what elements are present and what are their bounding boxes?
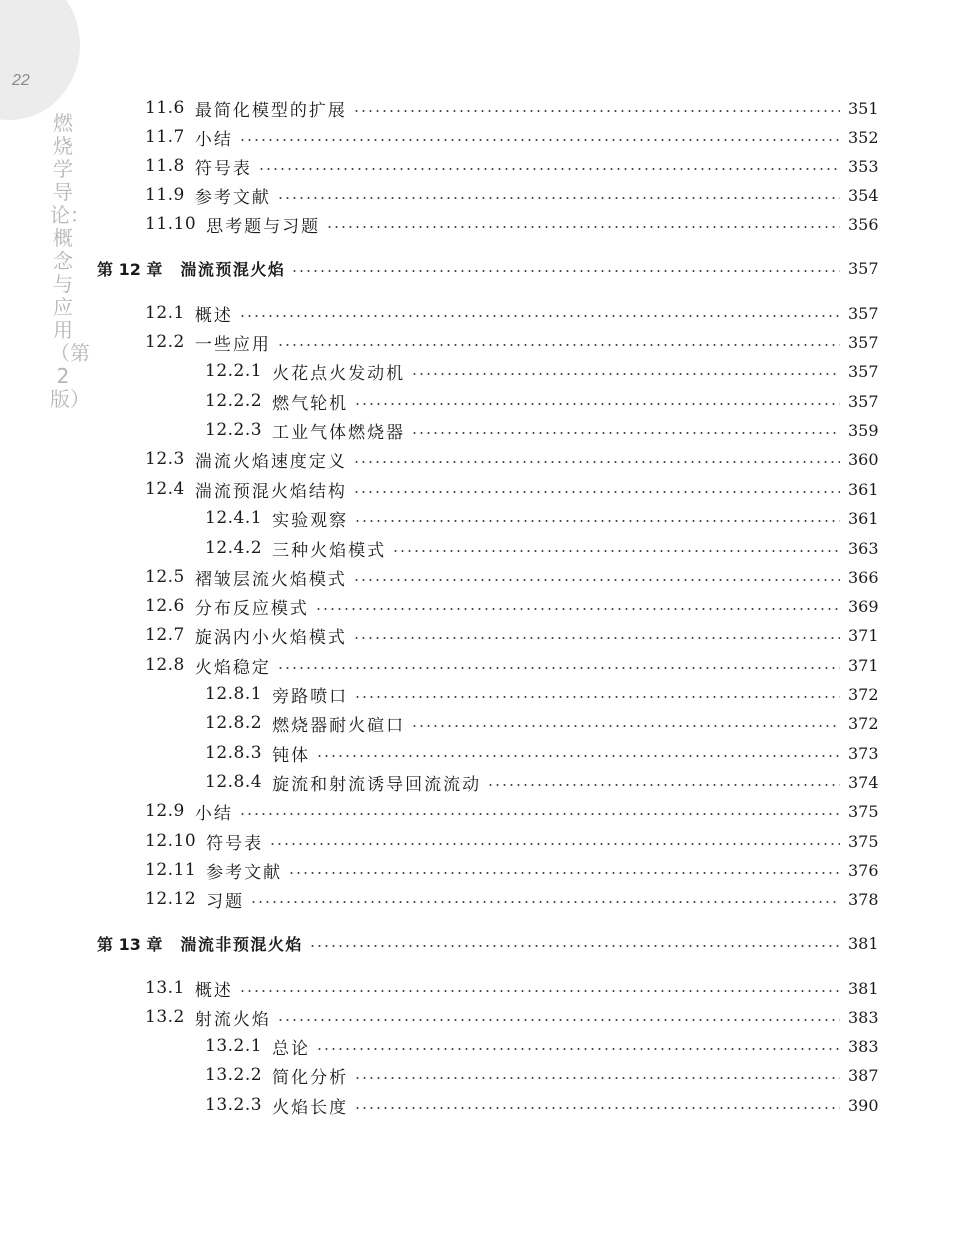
toc-entry-number: 12.1	[145, 303, 185, 323]
toc-entry-title: 火焰长度	[272, 1097, 349, 1118]
toc-entry-number: 11.7	[145, 127, 185, 147]
toc-entry-title: 实验观察	[272, 510, 349, 531]
toc-entry-page: 361	[848, 479, 879, 499]
toc-entry-page: 387	[848, 1065, 879, 1085]
toc-entry-number: 12.7	[145, 625, 185, 645]
dot-leader	[239, 315, 840, 317]
toc-entry-page: 375	[848, 831, 879, 851]
dot-leader	[239, 813, 840, 815]
toc-entry-page: 366	[848, 567, 879, 587]
toc-entry[interactable]	[145, 798, 878, 824]
toc-entry-page: 371	[848, 655, 879, 675]
toc-entry-page: 373	[848, 743, 879, 763]
toc-entry-number: 12.6	[145, 596, 185, 616]
toc-entry-title: 最简化模型的扩展	[194, 100, 347, 121]
toc-entry-number: 12.11	[145, 860, 197, 880]
toc-entry-title: 火焰稳定	[194, 657, 271, 678]
toc-entry-title: 总论	[272, 1038, 311, 1059]
toc-entry-title: 符号表	[194, 158, 252, 179]
toc-entry-number: 13.2.1	[205, 1036, 263, 1056]
dot-leader	[277, 197, 840, 199]
running-book-title: 燃烧学导论：概念与应用（第2版）	[50, 111, 90, 411]
toc-chapter-entry[interactable]	[97, 255, 878, 281]
toc-entry-title: 小结	[194, 803, 233, 824]
toc-entry-number: 12.9	[145, 801, 185, 821]
toc-entry[interactable]	[205, 535, 878, 561]
toc-entry[interactable]	[145, 564, 878, 590]
toc-entry[interactable]	[205, 1062, 878, 1088]
dot-leader	[277, 1019, 840, 1021]
toc-entry-title: 简化分析	[272, 1067, 349, 1088]
toc-entry-number: 12.8.2	[205, 713, 263, 733]
dot-leader	[288, 872, 840, 874]
toc-entry-number: 13.1	[145, 978, 185, 998]
toc-entry-title: 符号表	[206, 833, 264, 854]
toc-entry-page: 357	[848, 303, 879, 323]
toc-entry-title: 小结	[194, 129, 233, 150]
dot-leader	[250, 901, 840, 903]
page-number: 22	[12, 72, 30, 89]
toc-entry-title: 参考文献	[206, 862, 283, 883]
toc-entry[interactable]	[205, 681, 878, 707]
toc-entry-number: 11.8	[145, 156, 185, 176]
toc-entry-title: 旁路喷口	[272, 686, 349, 707]
toc-entry-title: 参考文献	[194, 187, 271, 208]
dot-leader	[269, 843, 840, 845]
toc-entry-title: 工业气体燃烧器	[272, 422, 406, 443]
toc-entry-page: 363	[848, 538, 879, 558]
toc-entry-page: 372	[848, 713, 879, 733]
toc-entry-page: 383	[848, 1007, 879, 1027]
toc-entry-page: 376	[848, 860, 879, 880]
dot-leader	[316, 1048, 840, 1050]
toc-entry[interactable]	[205, 417, 878, 443]
toc-entry-page: 352	[848, 127, 879, 147]
toc-entry-page: 357	[848, 258, 879, 278]
toc-entry-number: 第 13 章	[97, 934, 163, 954]
toc-entry-page: 390	[848, 1095, 879, 1115]
toc-entry-number: 12.2	[145, 332, 185, 352]
toc-entry[interactable]	[205, 740, 878, 766]
dot-leader	[354, 696, 840, 698]
toc-entry[interactable]	[145, 886, 878, 912]
toc-entry-page: 359	[848, 420, 879, 440]
toc-entry-page: 351	[848, 98, 879, 118]
toc-entry-page: 353	[848, 156, 879, 176]
dot-leader	[354, 1077, 840, 1079]
toc-entry[interactable]	[145, 975, 878, 1001]
toc-entry-title: 概述	[194, 980, 233, 1001]
toc-entry-number: 12.12	[145, 889, 197, 909]
toc-entry-number: 11.6	[145, 98, 185, 118]
toc-entry-title: 褶皱层流火焰模式	[194, 569, 347, 590]
toc-entry[interactable]	[205, 769, 878, 795]
toc-entry-title: 湍流火焰速度定义	[194, 451, 347, 472]
dot-leader	[353, 461, 840, 463]
toc-entry-page: 357	[848, 332, 879, 352]
toc-entry[interactable]	[205, 1033, 878, 1059]
toc-entry-number: 第 12 章	[97, 259, 163, 279]
toc-entry-number: 13.2.3	[205, 1095, 263, 1115]
toc-entry-number: 12.8.3	[205, 743, 263, 763]
toc-entry[interactable]	[145, 211, 878, 237]
toc-entry-number: 12.4	[145, 479, 185, 499]
dot-leader	[239, 139, 840, 141]
toc-entry-number: 12.4.1	[205, 508, 263, 528]
toc-entry[interactable]	[145, 652, 878, 678]
toc-entry-title: 湍流非预混火焰	[180, 934, 303, 954]
toc-entry-title: 燃烧器耐火碹口	[272, 715, 406, 736]
toc-entry-page: 374	[848, 772, 879, 792]
toc-entry-title: 湍流预混火焰	[180, 259, 286, 279]
toc-entry-number: 11.10	[145, 214, 197, 234]
toc-entry-title: 一些应用	[194, 334, 271, 355]
dot-leader	[291, 270, 840, 272]
toc-entry-title: 习题	[206, 891, 245, 912]
dot-leader	[326, 226, 840, 228]
toc-entry-number: 12.10	[145, 831, 197, 851]
toc-entry-page: 369	[848, 596, 879, 616]
toc-entry[interactable]	[145, 95, 878, 121]
dot-leader	[411, 432, 840, 434]
dot-leader	[353, 579, 840, 581]
toc-entry-number: 13.2	[145, 1007, 185, 1027]
dot-leader	[353, 637, 840, 639]
toc-entry[interactable]	[205, 1092, 878, 1118]
toc-entry-number: 13.2.2	[205, 1065, 263, 1085]
dot-leader	[487, 784, 840, 786]
toc-entry-page: 383	[848, 1036, 879, 1056]
toc-entry-title: 旋涡内小火焰模式	[194, 627, 347, 648]
toc-entry[interactable]	[145, 1004, 878, 1030]
toc-entry-title: 钝体	[272, 745, 311, 766]
dot-leader	[354, 403, 840, 405]
toc-entry-number: 12.4.2	[205, 538, 263, 558]
toc-entry-title: 火花点火发动机	[272, 363, 406, 384]
toc-entry-number: 12.5	[145, 567, 185, 587]
toc-entry-page: 381	[848, 978, 879, 998]
toc-entry-number: 12.8.1	[205, 684, 263, 704]
toc-entry-page: 360	[848, 449, 879, 469]
toc-entry[interactable]	[145, 300, 878, 326]
toc-entry-page: 357	[848, 391, 879, 411]
toc-entry-title: 分布反应模式	[194, 598, 309, 619]
toc-entry[interactable]	[205, 505, 878, 531]
toc-entry-number: 12.2.2	[205, 391, 263, 411]
toc-entry[interactable]	[145, 182, 878, 208]
toc-entry[interactable]	[205, 710, 878, 736]
toc-entry-number: 12.2.3	[205, 420, 263, 440]
toc-entry[interactable]	[145, 622, 878, 648]
toc-entry-page: 361	[848, 508, 879, 528]
dot-leader	[354, 520, 840, 522]
dot-leader	[353, 110, 840, 112]
toc-entry-number: 12.8	[145, 655, 185, 675]
toc-entry-page: 378	[848, 889, 879, 909]
toc-entry-title: 三种火焰模式	[272, 540, 387, 561]
toc-entry[interactable]	[145, 446, 878, 472]
toc-entry[interactable]	[205, 388, 878, 414]
toc-entry-title: 旋流和射流诱导回流流动	[272, 774, 482, 795]
toc-entry-title: 射流火焰	[194, 1009, 271, 1030]
toc-entry-title: 湍流预混火焰结构	[194, 481, 347, 502]
toc-entry-page: 372	[848, 684, 879, 704]
dot-leader	[316, 755, 840, 757]
toc-entry-page: 354	[848, 185, 879, 205]
dot-leader	[392, 550, 840, 552]
toc-entry[interactable]	[145, 828, 878, 854]
dot-leader	[354, 1107, 840, 1109]
toc-entry-page: 371	[848, 625, 879, 645]
dot-leader	[277, 667, 840, 669]
toc-entry[interactable]	[145, 329, 878, 355]
dot-leader	[315, 608, 840, 610]
toc-chapter-entry[interactable]	[97, 930, 878, 956]
dot-leader	[411, 373, 840, 375]
dot-leader	[258, 168, 840, 170]
toc-entry-number: 12.8.4	[205, 772, 263, 792]
toc-entry[interactable]	[145, 857, 878, 883]
toc-entry-page: 381	[848, 933, 879, 953]
toc-entry-number: 11.9	[145, 185, 185, 205]
toc-entry[interactable]	[145, 153, 878, 179]
dot-leader	[309, 945, 840, 947]
toc-entry[interactable]	[145, 124, 878, 150]
toc-entry-page: 356	[848, 214, 879, 234]
toc-entry[interactable]	[205, 358, 878, 384]
toc-entry-page: 375	[848, 801, 879, 821]
dot-leader	[277, 344, 840, 346]
toc-entry-title: 概述	[194, 305, 233, 326]
toc-entry-page: 357	[848, 361, 879, 381]
page-corner-tab	[0, 0, 80, 120]
toc-entry-title: 思考题与习题	[206, 216, 321, 237]
dot-leader	[353, 491, 840, 493]
toc-entry[interactable]	[145, 476, 878, 502]
toc-entry-number: 12.2.1	[205, 361, 263, 381]
dot-leader	[411, 725, 840, 727]
toc-entry-number: 12.3	[145, 449, 185, 469]
toc-entry-title: 燃气轮机	[272, 393, 349, 414]
toc-entry[interactable]	[145, 593, 878, 619]
dot-leader	[239, 990, 840, 992]
